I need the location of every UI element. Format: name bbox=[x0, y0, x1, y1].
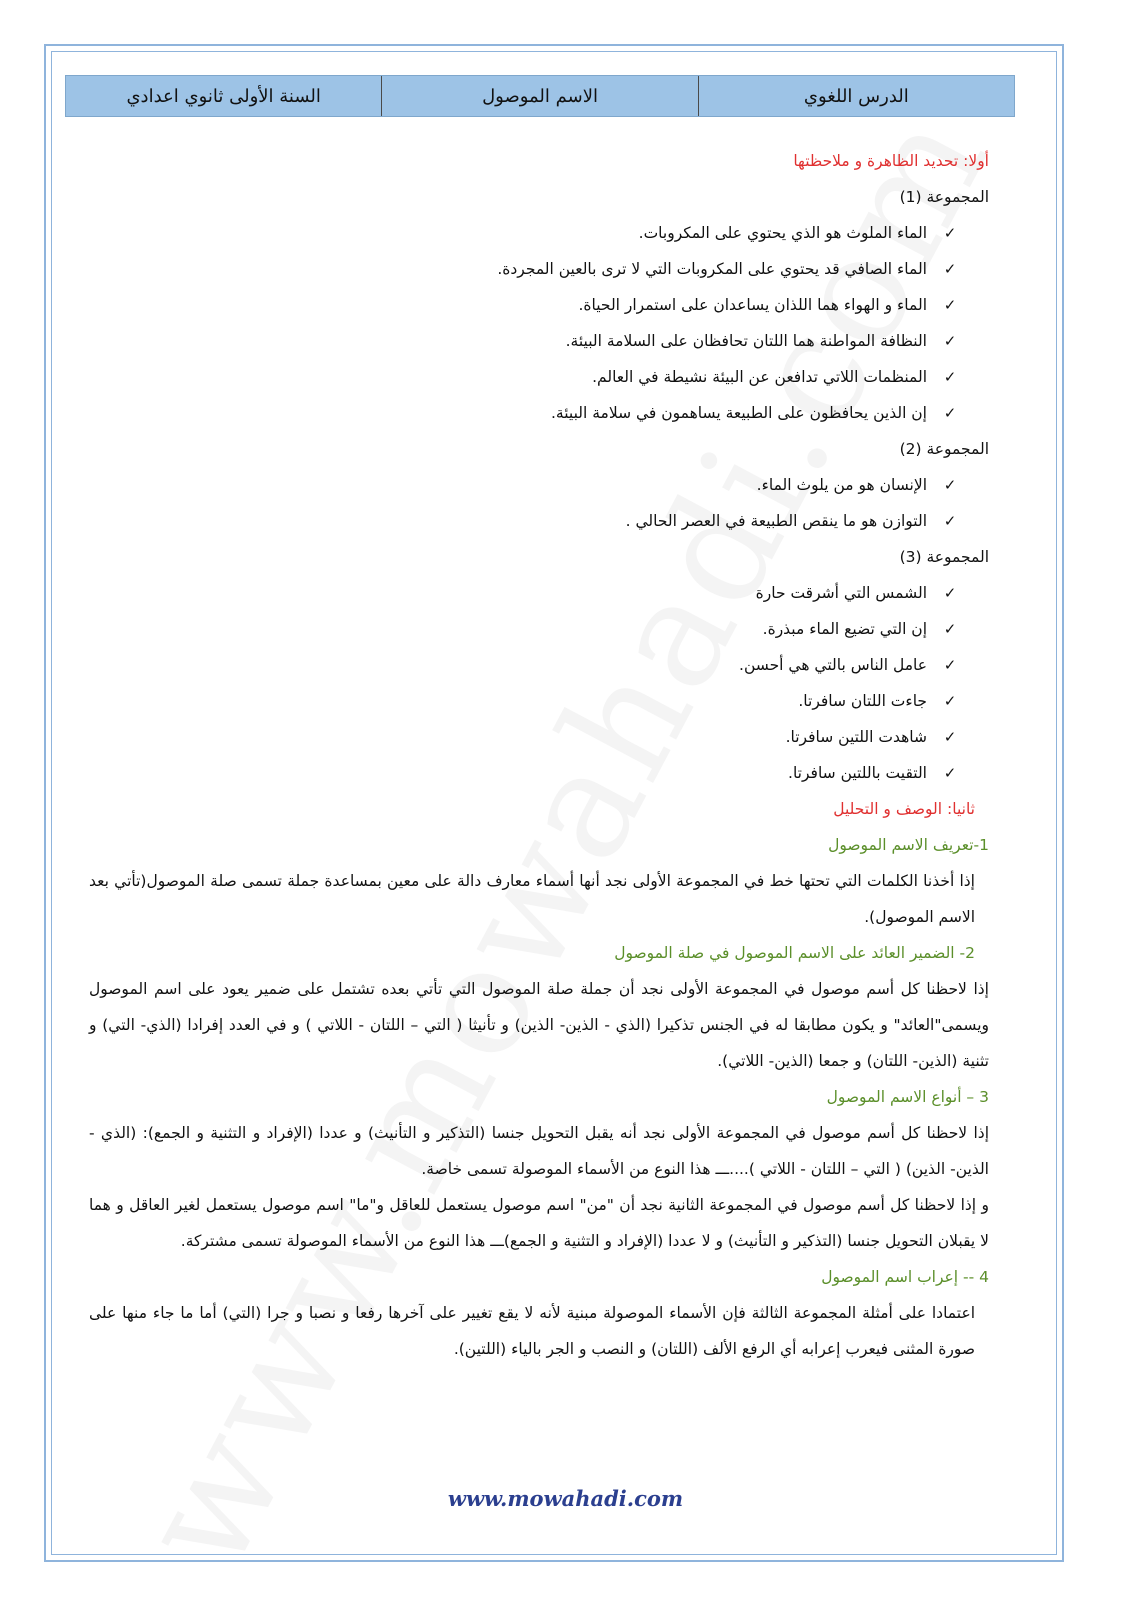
sub1-title: 1-تعريف الاسم الموصول bbox=[828, 836, 989, 854]
check-icon: ✓ bbox=[943, 692, 957, 710]
list-item: ✓ إن التي تضيع الماء مبذرة. bbox=[89, 611, 989, 647]
document-body bbox=[89, 143, 989, 1367]
check-icon: ✓ bbox=[943, 332, 957, 350]
footer-url: www.mowahadi.com bbox=[447, 1486, 684, 1511]
group1-label: المجموعة (1) bbox=[899, 188, 989, 206]
list-item: ✓ جاءت اللتان سافرتا. bbox=[89, 683, 989, 719]
section1-title: أولا: تحديد الظاهرة و ملاحظتها bbox=[793, 152, 989, 170]
check-icon: ✓ bbox=[943, 728, 957, 746]
check-icon: ✓ bbox=[943, 404, 957, 422]
check-icon: ✓ bbox=[943, 476, 957, 494]
list-item: ✓ التقيت باللتين سافرتا. bbox=[89, 755, 989, 791]
list-item: ✓ التوازن هو ما ينقص الطبيعة في العصر الحالي . bbox=[89, 503, 989, 539]
check-icon: ✓ bbox=[943, 512, 957, 530]
group2-label: المجموعة (2) bbox=[899, 440, 989, 458]
group3-label: المجموعة (3) bbox=[899, 548, 989, 566]
header-table bbox=[65, 75, 1015, 117]
check-icon: ✓ bbox=[943, 296, 957, 314]
check-icon: ✓ bbox=[943, 620, 957, 638]
header-cell-lesson: الدرس اللغوي bbox=[698, 76, 1014, 116]
group3-list bbox=[89, 575, 989, 791]
list-item: ✓ النظافة المواطنة هما اللتان تحافظان على السلامة البيئة. bbox=[89, 323, 989, 359]
list-item: ✓ الماء الصافي قد يحتوي على المكروبات التي لا ترى بالعين المجردة. bbox=[89, 251, 989, 287]
check-icon: ✓ bbox=[943, 764, 957, 782]
check-icon: ✓ bbox=[943, 368, 957, 386]
list-item: ✓ إن الذين يحافظون على الطبيعة يساهمون في سلامة البيئة. bbox=[89, 395, 989, 431]
check-icon: ✓ bbox=[943, 584, 957, 602]
list-item: ✓ الإنسان هو من يلوث الماء. bbox=[89, 467, 989, 503]
sub2-title: 2- الضمير العائد على الاسم الموصول في صلة الموصول bbox=[614, 944, 975, 962]
sub3-text2: و إذا لاحظنا كل أسم موصول في المجموعة الثانية نجد أن "من" اسم موصول يستعمل للعاقل و"ما" اسم موصول يستعمل لغير العاقل و هما لا يقبلان التحويل جنسا (التذكير و التأنيث) و لا عددا (الإفراد و التثنية و الجمع)ـــ هذا النوع من الأسماء الموصولة تسمى مشتركة. bbox=[89, 1196, 989, 1250]
check-icon: ✓ bbox=[943, 260, 957, 278]
list-item: ✓ الماء و الهواء هما اللذان يساعدان على استمرار الحياة. bbox=[89, 287, 989, 323]
header-cell-topic: الاسم الموصول bbox=[381, 76, 697, 116]
list-item: ✓ شاهدت اللتين سافرتا. bbox=[89, 719, 989, 755]
sub3-text1: إذا لاحظنا كل أسم موصول في المجموعة الأولى نجد أنه يقبل التحويل جنسا (التذكير و التأنيث) و عددا (الإفراد و التثنية و الجمع): (الذي - الذين- الذين) ( التي – اللتان - اللاتي )....ـــ هذا النوع من الأسماء الموصولة تسمى خاصة. bbox=[89, 1124, 989, 1178]
check-icon: ✓ bbox=[943, 224, 957, 242]
sub4-text: اعتمادا على أمثلة المجموعة الثالثة فإن الأسماء الموصولة مبنية لأنه لا يقع تغيير على آخرها رفعا و نصبا و جرا (التي) أما ما جاء منها على صورة المثنى فيعرب إعرابه أي الرفع الألف (اللتان) و النصب و الجر بالياء (اللتين). bbox=[89, 1304, 975, 1358]
sub3-title: 3 – أنواع الاسم الموصول bbox=[826, 1088, 989, 1106]
list-item: ✓ المنظمات اللاتي تدافعن عن البيئة نشيطة في العالم. bbox=[89, 359, 989, 395]
list-item: ✓ عامل الناس بالتي هي أحسن. bbox=[89, 647, 989, 683]
header-cell-level: السنة الأولى ثانوي اعدادي bbox=[126, 85, 321, 107]
sub1-text: إذا أخذنا الكلمات التي تحتها خط في المجموعة الأولى نجد أنها أسماء معارف دالة على معين بمساعدة جملة تسمى صلة الموصول(تأتي بعد الاسم الموصول). bbox=[89, 872, 975, 926]
section2-title: ثانيا: الوصف و التحليل bbox=[833, 800, 975, 818]
group1-list bbox=[89, 215, 989, 431]
sub2-text: إذا لاحظنا كل أسم موصول في المجموعة الأولى نجد أن جملة صلة الموصول التي تأتي بعده تشتمل على ضمير يعود على اسم الموصول ويسمى"العائد" و يكون مطابقا له في الجنس تذكيرا (الذي - الذين- الذين) و تأنيثا ( التي – اللتان - اللاتي ) و في العدد إفرادا (الذي- التي) و تثنية (الذين- اللتان) و جمعا (الذين- اللاتي). bbox=[89, 980, 989, 1070]
list-item: ✓ الشمس التي أشرقت حارة bbox=[89, 575, 989, 611]
check-icon: ✓ bbox=[943, 656, 957, 674]
sub4-title: 4 -- إعراب اسم الموصول bbox=[821, 1268, 989, 1286]
group2-list bbox=[89, 467, 989, 539]
list-item: ✓ الماء الملوث هو الذي يحتوي على المكروبات. bbox=[89, 215, 989, 251]
